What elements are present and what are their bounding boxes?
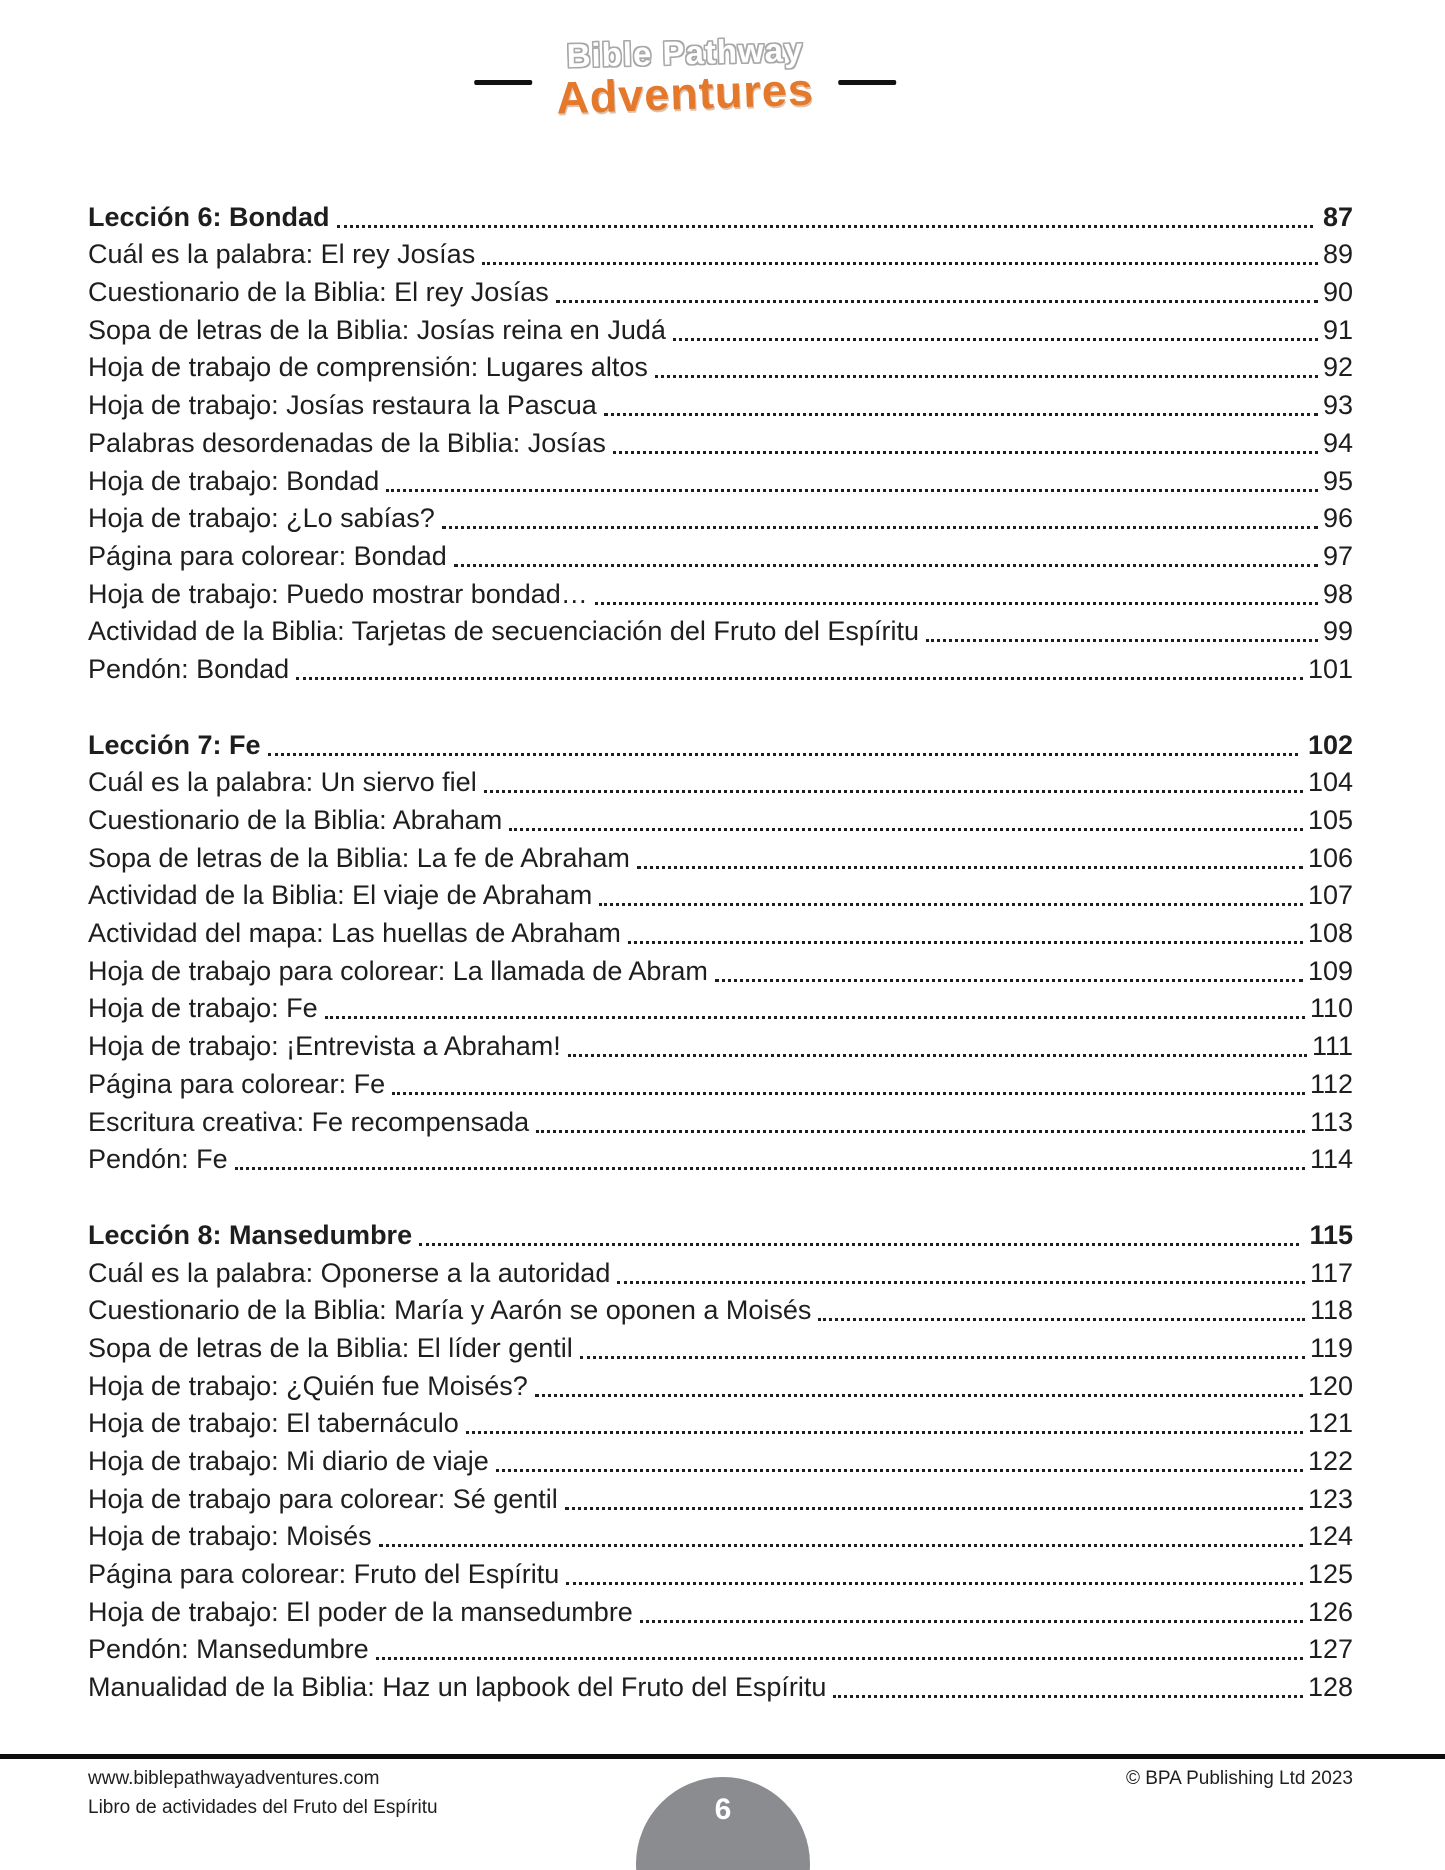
toc-entry (88, 1328, 1353, 1366)
table-of-contents (88, 197, 1353, 1705)
dot-leader (673, 338, 1318, 341)
logo (474, 30, 896, 124)
toc-entry-title: Pendón: Mansedumbre (88, 1634, 369, 1665)
toc-entry-title: Hoja de trabajo de comprensión: Lugares altos (88, 352, 648, 383)
logo-right-dash-icon (838, 80, 896, 85)
toc-page-number: 97 (1322, 540, 1353, 571)
toc-entry-title: Pendón: Bondad (88, 653, 290, 684)
toc-page-number: 123 (1307, 1483, 1353, 1514)
toc-entry (88, 461, 1353, 499)
toc-page-number: 99 (1322, 616, 1353, 647)
toc-entry (88, 1554, 1353, 1592)
dot-leader (419, 1243, 1299, 1246)
dot-leader (376, 1657, 1303, 1660)
toc-page-number: 121 (1307, 1408, 1353, 1439)
toc-entry (88, 536, 1353, 574)
toc-entry-title: Pendón: Fe (88, 1144, 228, 1175)
dot-leader (617, 1281, 1305, 1284)
toc-entry (88, 1291, 1353, 1329)
dot-leader (509, 828, 1303, 831)
toc-entry-title: Lección 6: Bondad (88, 201, 330, 232)
toc-page-number: 96 (1322, 503, 1353, 534)
toc-entry-title: Hoja de trabajo: ¡Entrevista a Abraham! (88, 1031, 561, 1062)
toc-entry (88, 913, 1353, 951)
toc-entry (88, 649, 1353, 687)
toc-entry-title: Cuestionario de la Biblia: María y Aarón se oponen a Moisés (88, 1295, 812, 1326)
toc-entry (88, 423, 1353, 461)
toc-entry (88, 989, 1353, 1027)
toc-entry-title: Hoja de trabajo: ¿Lo sabías? (88, 503, 435, 534)
toc-entry-title: Página para colorear: Fruto del Espíritu (88, 1559, 560, 1590)
dot-leader (235, 1167, 1305, 1170)
toc-entry (88, 1441, 1353, 1479)
toc-page-number: 87 (1322, 201, 1353, 232)
dot-leader (637, 866, 1303, 869)
dot-leader (496, 1469, 1303, 1472)
logo-left-dash-icon (474, 80, 532, 85)
toc-page-number: 110 (1309, 993, 1353, 1024)
dot-leader (715, 979, 1303, 982)
toc-entry-title: Sopa de letras de la Biblia: Josías reina en Judá (88, 314, 666, 345)
toc-page-number: 95 (1322, 465, 1353, 496)
toc-entry-title: Hoja de trabajo: Puedo mostrar bondad… (88, 578, 588, 609)
dot-leader (536, 1130, 1305, 1133)
toc-entry-title: Hoja de trabajo: Fe (88, 993, 318, 1024)
toc-section (88, 725, 1353, 1177)
toc-entry-title: Página para colorear: Fe (88, 1068, 386, 1099)
dot-leader (926, 639, 1318, 642)
toc-entry-title: Cuál es la palabra: Oponerse a la autoridad (88, 1257, 611, 1288)
toc-page-number: 89 (1322, 239, 1353, 270)
dot-leader (568, 1054, 1307, 1057)
toc-page-number: 122 (1307, 1446, 1353, 1476)
toc-entry (88, 1026, 1353, 1064)
toc-entry (88, 763, 1353, 801)
toc-entry (88, 1064, 1353, 1102)
dot-leader (535, 1394, 1303, 1397)
toc-entry-title: Sopa de letras de la Biblia: La fe de Abraham (88, 842, 630, 873)
toc-section (88, 197, 1353, 687)
logo-bible-pathway-text: Bible Pathway (566, 30, 804, 75)
toc-entry (88, 574, 1353, 612)
toc-entry-title: Lección 8: Mansedumbre (88, 1219, 413, 1250)
toc-entry (88, 876, 1353, 914)
toc-page-number: 119 (1309, 1332, 1353, 1363)
toc-page-number: 120 (1307, 1370, 1353, 1401)
toc-entry (88, 951, 1353, 989)
logo-wordmark (555, 30, 815, 124)
dot-leader (565, 1507, 1303, 1510)
toc-page-number: 126 (1307, 1596, 1353, 1627)
footer-book-title: Libro de actividades del Fruto del Espíritu (88, 1797, 438, 1818)
dot-leader (580, 1356, 1305, 1359)
toc-entry-title: Actividad del mapa: Las huellas de Abraham (88, 918, 621, 949)
dot-leader (595, 602, 1318, 605)
toc-page-number: 117 (1309, 1257, 1353, 1288)
toc-section-heading (88, 1215, 1353, 1253)
toc-page-number: 106 (1307, 842, 1353, 873)
dot-leader (466, 1431, 1303, 1434)
toc-section-heading (88, 725, 1353, 763)
toc-entry-title: Hoja de trabajo para colorear: Sé gentil (88, 1483, 558, 1514)
toc-entry (88, 1404, 1353, 1442)
dot-leader (655, 375, 1318, 378)
toc-entry-title: Hoja de trabajo: Bondad (88, 465, 380, 496)
toc-section-heading (88, 197, 1353, 235)
toc-entry-title: Página para colorear: Bondad (88, 540, 447, 571)
toc-page-number: 109 (1307, 955, 1353, 986)
toc-entry (88, 800, 1353, 838)
toc-entry-title: Cuestionario de la Biblia: El rey Josías (88, 277, 549, 308)
dot-leader (296, 677, 1303, 680)
toc-entry-title: Cuál es la palabra: Un siervo fiel (88, 767, 477, 798)
toc-page-number: 104 (1307, 767, 1353, 798)
dot-leader (833, 1695, 1302, 1698)
dot-leader (613, 451, 1318, 454)
dot-leader (325, 1016, 1305, 1019)
toc-page-number: 124 (1307, 1521, 1353, 1552)
dot-leader (392, 1092, 1305, 1095)
toc-entry (88, 499, 1353, 537)
footer-website: www.biblepathwayadventures.com (88, 1768, 380, 1789)
toc-page-number: 111 (1311, 1031, 1353, 1062)
footer-copyright: © BPA Publishing Ltd 2023 (1125, 1768, 1353, 1789)
toc-entry (88, 272, 1353, 310)
footer-divider (0, 1754, 1445, 1759)
logo-adventures-text: Adventures (555, 63, 815, 124)
toc-page-number: 125 (1307, 1559, 1353, 1590)
toc-entry-title: Escritura creativa: Fe recompensada (88, 1106, 530, 1137)
toc-entry (88, 235, 1353, 273)
toc-page-number: 118 (1309, 1295, 1353, 1326)
toc-entry (88, 1366, 1353, 1404)
dot-leader (599, 903, 1303, 906)
toc-entry (88, 1479, 1353, 1517)
toc-page-number: 98 (1322, 578, 1353, 609)
toc-entry (88, 348, 1353, 386)
toc-page-number: 102 (1307, 729, 1353, 760)
toc-page-number: 108 (1307, 918, 1353, 949)
dot-leader (482, 262, 1318, 265)
toc-page-number: 94 (1322, 427, 1353, 458)
toc-entry (88, 1592, 1353, 1630)
toc-entry-title: Hoja de trabajo: Josías restaura la Pascua (88, 390, 597, 421)
toc-entry (88, 1140, 1353, 1178)
toc-page-number: 91 (1322, 314, 1353, 345)
toc-entry-title: Lección 7: Fe (88, 729, 261, 760)
toc-entry (88, 385, 1353, 423)
toc-page-number: 92 (1322, 352, 1353, 383)
toc-entry (88, 1517, 1353, 1555)
dot-leader (337, 225, 1313, 228)
toc-entry (88, 1102, 1353, 1140)
toc-entry-title: Hoja de trabajo: Moisés (88, 1521, 372, 1552)
toc-page-number: 101 (1307, 653, 1353, 684)
dot-leader (628, 941, 1303, 944)
toc-entry (88, 1667, 1353, 1705)
toc-entry (88, 612, 1353, 650)
toc-entry-title: Hoja de trabajo para colorear: La llamada de Abram (88, 955, 708, 986)
toc-entry-title: Hoja de trabajo: ¿Quién fue Moisés? (88, 1370, 528, 1401)
dot-leader (604, 413, 1318, 416)
dot-leader (454, 564, 1318, 567)
dot-leader (566, 1582, 1303, 1585)
toc-page-number: 105 (1307, 805, 1353, 835)
footer-left-block (88, 1764, 438, 1822)
toc-page-number: 93 (1322, 390, 1353, 421)
toc-page-number: 112 (1309, 1068, 1353, 1099)
toc-entry-title: Hoja de trabajo: El tabernáculo (88, 1408, 459, 1439)
toc-section (88, 1215, 1353, 1705)
toc-page-number: 113 (1309, 1106, 1353, 1137)
toc-page-number: 128 (1307, 1672, 1353, 1703)
toc-entry-title: Actividad de la Biblia: Tarjetas de secuenciación del Fruto del Espíritu (88, 616, 919, 647)
dot-leader (386, 489, 1318, 492)
toc-entry (88, 838, 1353, 876)
dot-leader (484, 790, 1303, 793)
toc-page-number: 127 (1307, 1634, 1353, 1665)
dot-leader (442, 526, 1318, 529)
toc-entry (88, 310, 1353, 348)
toc-entry-title: Hoja de trabajo: Mi diario de viaje (88, 1446, 489, 1476)
toc-page-number: 114 (1309, 1144, 1353, 1175)
toc-entry-title: Manualidad de la Biblia: Haz un lapbook del Fruto del Espíritu (88, 1672, 827, 1703)
toc-entry-title: Palabras desordenadas de la Biblia: Josías (88, 427, 606, 458)
toc-page-number: 115 (1309, 1219, 1353, 1250)
toc-entry-title: Cuestionario de la Biblia: Abraham (88, 805, 503, 835)
toc-page-number: 107 (1307, 880, 1353, 911)
dot-leader (640, 1620, 1303, 1623)
dot-leader (379, 1544, 1303, 1547)
toc-entry-title: Hoja de trabajo: El poder de la mansedumbre (88, 1596, 633, 1627)
dot-leader (556, 300, 1318, 303)
toc-entry-title: Cuál es la palabra: El rey Josías (88, 239, 476, 270)
toc-entry (88, 1253, 1353, 1291)
toc-entry-title: Actividad de la Biblia: El viaje de Abraham (88, 880, 593, 911)
toc-entry (88, 1630, 1353, 1668)
toc-page-number: 90 (1322, 277, 1353, 308)
toc-entry-title: Sopa de letras de la Biblia: El líder gentil (88, 1332, 573, 1363)
dot-leader (268, 753, 1298, 756)
dot-leader (818, 1318, 1305, 1321)
page-number: 6 (714, 1793, 732, 1826)
